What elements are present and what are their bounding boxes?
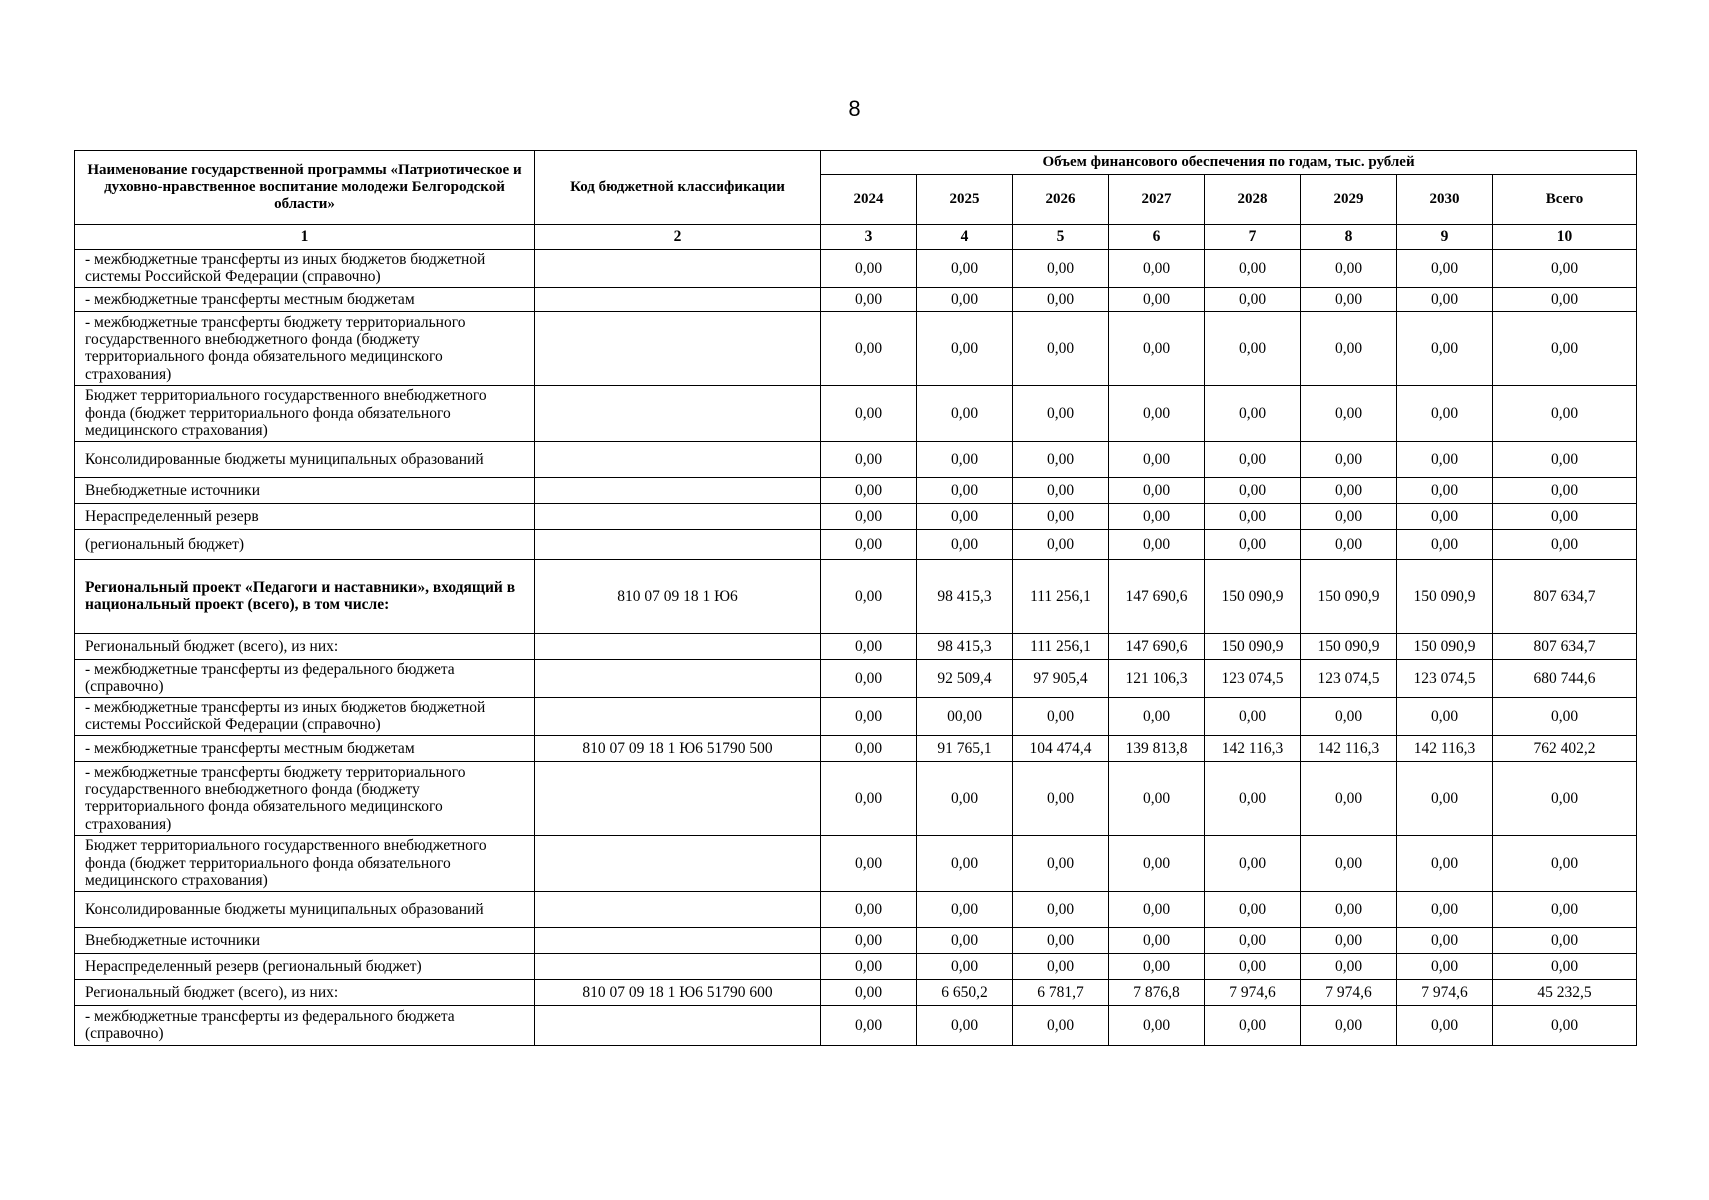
row-total-value: 0,00 <box>1493 529 1637 559</box>
row-year-value: 0,00 <box>1301 761 1397 835</box>
row-name: - межбюджетные трансферты местным бюджетам <box>75 287 535 311</box>
row-name: Региональный проект «Педагоги и наставники», входящий в национальный проект (всего), в том числе: <box>75 559 535 633</box>
row-year-value: 0,00 <box>821 441 917 477</box>
row-year-value: 0,00 <box>821 503 917 529</box>
row-year-value: 0,00 <box>1013 1005 1109 1045</box>
row-year-value: 7 974,6 <box>1301 979 1397 1005</box>
row-year-value: 0,00 <box>821 953 917 979</box>
table-row <box>75 385 1637 441</box>
row-year-value: 0,00 <box>1301 697 1397 735</box>
row-year-value: 0,00 <box>1205 311 1301 385</box>
column-number: 4 <box>917 225 1013 250</box>
row-year-value: 0,00 <box>1301 835 1397 891</box>
row-year-value: 7 974,6 <box>1205 979 1301 1005</box>
row-year-value: 0,00 <box>1397 385 1493 441</box>
row-year-value: 0,00 <box>1301 927 1397 953</box>
row-code <box>535 503 821 529</box>
row-year-value: 0,00 <box>1205 835 1301 891</box>
year-header: 2026 <box>1013 175 1109 225</box>
table-body <box>75 250 1637 1046</box>
row-year-value: 6 781,7 <box>1013 979 1109 1005</box>
row-year-value: 0,00 <box>1013 697 1109 735</box>
row-year-value: 0,00 <box>1301 385 1397 441</box>
column-number: 9 <box>1397 225 1493 250</box>
row-code: 810 07 09 18 1 Ю6 51790 600 <box>535 979 821 1005</box>
row-year-value: 150 090,9 <box>1397 633 1493 659</box>
code-header: Код бюджетной классификации <box>535 151 821 225</box>
row-year-value: 0,00 <box>821 477 917 503</box>
row-year-value: 142 116,3 <box>1301 735 1397 761</box>
row-total-value: 0,00 <box>1493 287 1637 311</box>
table-row <box>75 559 1637 633</box>
row-year-value: 92 509,4 <box>917 659 1013 697</box>
row-year-value: 0,00 <box>1109 953 1205 979</box>
row-year-value: 0,00 <box>917 761 1013 835</box>
row-year-value: 0,00 <box>1205 477 1301 503</box>
row-year-value: 0,00 <box>821 761 917 835</box>
row-year-value: 0,00 <box>917 953 1013 979</box>
year-header: 2024 <box>821 175 917 225</box>
row-year-value: 0,00 <box>917 287 1013 311</box>
row-total-value: 0,00 <box>1493 697 1637 735</box>
row-code <box>535 529 821 559</box>
row-year-value: 0,00 <box>821 250 917 288</box>
row-year-value: 0,00 <box>1205 250 1301 288</box>
row-year-value: 0,00 <box>1301 250 1397 288</box>
row-year-value: 0,00 <box>1013 835 1109 891</box>
financing-table <box>74 150 1637 1046</box>
row-year-value: 0,00 <box>1397 835 1493 891</box>
row-year-value: 0,00 <box>1205 441 1301 477</box>
row-total-value: 0,00 <box>1493 441 1637 477</box>
row-year-value: 0,00 <box>1013 311 1109 385</box>
column-number: 10 <box>1493 225 1637 250</box>
row-year-value: 0,00 <box>917 503 1013 529</box>
row-year-value: 0,00 <box>821 891 917 927</box>
row-code <box>535 441 821 477</box>
year-header: 2030 <box>1397 175 1493 225</box>
row-total-value: 807 634,7 <box>1493 633 1637 659</box>
row-year-value: 150 090,9 <box>1205 633 1301 659</box>
row-year-value: 0,00 <box>1013 891 1109 927</box>
row-year-value: 0,00 <box>1013 503 1109 529</box>
row-year-value: 0,00 <box>1013 761 1109 835</box>
row-year-value: 139 813,8 <box>1109 735 1205 761</box>
table-row <box>75 735 1637 761</box>
row-year-value: 0,00 <box>1013 529 1109 559</box>
row-year-value: 7 974,6 <box>1397 979 1493 1005</box>
row-year-value: 91 765,1 <box>917 735 1013 761</box>
row-year-value: 0,00 <box>1301 503 1397 529</box>
row-year-value: 0,00 <box>1301 953 1397 979</box>
row-name: (региональный бюджет) <box>75 529 535 559</box>
row-year-value: 0,00 <box>1397 927 1493 953</box>
row-year-value: 0,00 <box>917 385 1013 441</box>
table-row <box>75 633 1637 659</box>
row-year-value: 0,00 <box>1205 953 1301 979</box>
volume-header: Объем финансового обеспечения по годам, тыс. рублей <box>821 151 1637 175</box>
row-year-value: 123 074,5 <box>1205 659 1301 697</box>
row-year-value: 0,00 <box>917 311 1013 385</box>
row-total-value: 0,00 <box>1493 250 1637 288</box>
row-name: - межбюджетные трансферты из федерального бюджета (справочно) <box>75 659 535 697</box>
row-year-value: 0,00 <box>1013 441 1109 477</box>
row-name: Региональный бюджет (всего), из них: <box>75 633 535 659</box>
row-year-value: 0,00 <box>821 529 917 559</box>
row-year-value: 0,00 <box>1205 761 1301 835</box>
row-total-value: 0,00 <box>1493 891 1637 927</box>
row-year-value: 142 116,3 <box>1205 735 1301 761</box>
row-year-value: 0,00 <box>1205 385 1301 441</box>
row-name: Нераспределенный резерв <box>75 503 535 529</box>
column-number: 2 <box>535 225 821 250</box>
row-year-value: 0,00 <box>1013 927 1109 953</box>
table-row <box>75 835 1637 891</box>
row-year-value: 111 256,1 <box>1013 633 1109 659</box>
row-total-value: 680 744,6 <box>1493 659 1637 697</box>
row-year-value: 7 876,8 <box>1109 979 1205 1005</box>
row-year-value: 97 905,4 <box>1013 659 1109 697</box>
row-year-value: 0,00 <box>1109 477 1205 503</box>
row-year-value: 104 474,4 <box>1013 735 1109 761</box>
row-year-value: 0,00 <box>1109 927 1205 953</box>
row-year-value: 0,00 <box>1109 385 1205 441</box>
year-header: 2029 <box>1301 175 1397 225</box>
row-code <box>535 659 821 697</box>
row-year-value: 0,00 <box>1109 503 1205 529</box>
row-year-value: 0,00 <box>1301 311 1397 385</box>
row-total-value: 0,00 <box>1493 835 1637 891</box>
row-year-value: 0,00 <box>1397 441 1493 477</box>
row-name: - межбюджетные трансферты местным бюджетам <box>75 735 535 761</box>
row-year-value: 0,00 <box>1109 287 1205 311</box>
row-year-value: 0,00 <box>821 735 917 761</box>
row-year-value: 0,00 <box>821 633 917 659</box>
row-total-value: 0,00 <box>1493 311 1637 385</box>
row-total-value: 0,00 <box>1493 477 1637 503</box>
table-row <box>75 441 1637 477</box>
row-year-value: 142 116,3 <box>1397 735 1493 761</box>
row-name: Региональный бюджет (всего), из них: <box>75 979 535 1005</box>
table-row <box>75 287 1637 311</box>
row-year-value: 0,00 <box>1205 529 1301 559</box>
row-year-value: 00,00 <box>917 697 1013 735</box>
row-year-value: 0,00 <box>1205 503 1301 529</box>
row-year-value: 0,00 <box>1109 529 1205 559</box>
row-year-value: 0,00 <box>1205 697 1301 735</box>
row-year-value: 0,00 <box>1013 477 1109 503</box>
row-year-value: 0,00 <box>1109 835 1205 891</box>
row-code <box>535 761 821 835</box>
column-number: 5 <box>1013 225 1109 250</box>
row-name: Консолидированные бюджеты муниципальных образований <box>75 891 535 927</box>
row-year-value: 0,00 <box>821 311 917 385</box>
row-name: Внебюджетные источники <box>75 927 535 953</box>
year-header: 2028 <box>1205 175 1301 225</box>
row-year-value: 0,00 <box>917 835 1013 891</box>
row-code <box>535 477 821 503</box>
row-code <box>535 385 821 441</box>
row-year-value: 0,00 <box>1109 311 1205 385</box>
row-year-value: 98 415,3 <box>917 559 1013 633</box>
row-year-value: 0,00 <box>917 250 1013 288</box>
row-year-value: 98 415,3 <box>917 633 1013 659</box>
row-total-value: 45 232,5 <box>1493 979 1637 1005</box>
program-name-header: Наименование государственной программы «Патриотическое и духовно-нравственное воспитание молодежи Белгородской области» <box>75 151 535 225</box>
row-code <box>535 835 821 891</box>
row-year-value: 0,00 <box>821 385 917 441</box>
column-number: 3 <box>821 225 917 250</box>
table-row <box>75 529 1637 559</box>
row-year-value: 121 106,3 <box>1109 659 1205 697</box>
column-number: 8 <box>1301 225 1397 250</box>
table-row <box>75 979 1637 1005</box>
row-year-value: 0,00 <box>1301 529 1397 559</box>
row-year-value: 0,00 <box>1397 761 1493 835</box>
row-year-value: 0,00 <box>821 979 917 1005</box>
row-year-value: 0,00 <box>821 559 917 633</box>
row-code <box>535 311 821 385</box>
table-header <box>75 151 1637 250</box>
row-year-value: 0,00 <box>917 441 1013 477</box>
row-year-value: 150 090,9 <box>1205 559 1301 633</box>
row-name: Бюджет территориального государственного внебюджетного фонда (бюджет территориального фонда обязательного медицинского страхования) <box>75 835 535 891</box>
row-year-value: 0,00 <box>1301 1005 1397 1045</box>
table-row <box>75 659 1637 697</box>
row-total-value: 0,00 <box>1493 503 1637 529</box>
row-total-value: 0,00 <box>1493 385 1637 441</box>
row-year-value: 0,00 <box>821 927 917 953</box>
row-year-value: 0,00 <box>917 927 1013 953</box>
row-total-value: 807 634,7 <box>1493 559 1637 633</box>
total-header: Всего <box>1493 175 1637 225</box>
column-number: 6 <box>1109 225 1205 250</box>
row-code <box>535 633 821 659</box>
row-code <box>535 250 821 288</box>
row-year-value: 0,00 <box>1109 250 1205 288</box>
row-code <box>535 287 821 311</box>
row-year-value: 0,00 <box>1301 287 1397 311</box>
row-year-value: 147 690,6 <box>1109 633 1205 659</box>
row-total-value: 0,00 <box>1493 1005 1637 1045</box>
row-total-value: 0,00 <box>1493 761 1637 835</box>
row-year-value: 111 256,1 <box>1013 559 1109 633</box>
row-year-value: 0,00 <box>917 529 1013 559</box>
row-year-value: 0,00 <box>1013 953 1109 979</box>
table-row <box>75 761 1637 835</box>
row-year-value: 0,00 <box>1013 287 1109 311</box>
row-year-value: 123 074,5 <box>1301 659 1397 697</box>
row-name: - межбюджетные трансферты бюджету территориального государственного внебюджетного фонда (бюджету территориального фонда обязательного медицинского страхования) <box>75 761 535 835</box>
row-year-value: 0,00 <box>1397 891 1493 927</box>
row-year-value: 0,00 <box>1205 927 1301 953</box>
row-year-value: 147 690,6 <box>1109 559 1205 633</box>
table-row <box>75 953 1637 979</box>
table-row <box>75 250 1637 288</box>
row-year-value: 0,00 <box>1205 891 1301 927</box>
row-year-value: 0,00 <box>1397 503 1493 529</box>
row-code <box>535 1005 821 1045</box>
table-row <box>75 891 1637 927</box>
row-total-value: 0,00 <box>1493 953 1637 979</box>
year-header: 2027 <box>1109 175 1205 225</box>
row-year-value: 0,00 <box>1301 891 1397 927</box>
row-year-value: 0,00 <box>1397 311 1493 385</box>
row-year-value: 6 650,2 <box>917 979 1013 1005</box>
row-name: Консолидированные бюджеты муниципальных образований <box>75 441 535 477</box>
row-year-value: 123 074,5 <box>1397 659 1493 697</box>
row-name: - межбюджетные трансферты бюджету территориального государственного внебюджетного фонда (бюджету территориального фонда обязательного медицинского страхования) <box>75 311 535 385</box>
row-year-value: 0,00 <box>1397 250 1493 288</box>
table-row <box>75 311 1637 385</box>
row-year-value: 0,00 <box>1205 287 1301 311</box>
row-year-value: 0,00 <box>1109 441 1205 477</box>
row-name: - межбюджетные трансферты из иных бюджетов бюджетной системы Российской Федерации (справочно) <box>75 697 535 735</box>
row-code: 810 07 09 18 1 Ю6 51790 500 <box>535 735 821 761</box>
row-code <box>535 927 821 953</box>
table-row <box>75 697 1637 735</box>
row-name: Бюджет территориального государственного внебюджетного фонда (бюджет территориального фонда обязательного медицинского страхования) <box>75 385 535 441</box>
column-number-row <box>75 225 1637 250</box>
row-year-value: 0,00 <box>1301 477 1397 503</box>
row-year-value: 0,00 <box>917 1005 1013 1045</box>
row-year-value: 0,00 <box>917 477 1013 503</box>
row-year-value: 0,00 <box>1013 250 1109 288</box>
row-code <box>535 953 821 979</box>
row-year-value: 0,00 <box>821 659 917 697</box>
year-header: 2025 <box>917 175 1013 225</box>
row-year-value: 0,00 <box>917 891 1013 927</box>
row-year-value: 0,00 <box>1205 1005 1301 1045</box>
row-year-value: 0,00 <box>1397 529 1493 559</box>
column-number: 7 <box>1205 225 1301 250</box>
row-year-value: 0,00 <box>1109 1005 1205 1045</box>
row-year-value: 150 090,9 <box>1301 633 1397 659</box>
row-year-value: 0,00 <box>1301 441 1397 477</box>
row-name: Нераспределенный резерв (региональный бюджет) <box>75 953 535 979</box>
row-name: - межбюджетные трансферты из иных бюджетов бюджетной системы Российской Федерации (справочно) <box>75 250 535 288</box>
row-total-value: 0,00 <box>1493 927 1637 953</box>
row-year-value: 0,00 <box>821 287 917 311</box>
row-year-value: 0,00 <box>1397 287 1493 311</box>
row-year-value: 0,00 <box>1109 891 1205 927</box>
row-year-value: 0,00 <box>1013 385 1109 441</box>
column-number: 1 <box>75 225 535 250</box>
row-year-value: 0,00 <box>1397 1005 1493 1045</box>
row-name: Внебюджетные источники <box>75 477 535 503</box>
row-year-value: 150 090,9 <box>1397 559 1493 633</box>
page-number: 8 <box>848 96 861 121</box>
row-year-value: 0,00 <box>1397 477 1493 503</box>
row-year-value: 0,00 <box>1397 953 1493 979</box>
row-code: 810 07 09 18 1 Ю6 <box>535 559 821 633</box>
row-total-value: 762 402,2 <box>1493 735 1637 761</box>
table-row <box>75 927 1637 953</box>
row-year-value: 0,00 <box>821 1005 917 1045</box>
row-year-value: 0,00 <box>1397 697 1493 735</box>
row-year-value: 150 090,9 <box>1301 559 1397 633</box>
row-year-value: 0,00 <box>1109 697 1205 735</box>
table-row <box>75 477 1637 503</box>
row-year-value: 0,00 <box>1109 761 1205 835</box>
row-code <box>535 891 821 927</box>
row-year-value: 0,00 <box>821 697 917 735</box>
table-row <box>75 1005 1637 1045</box>
row-code <box>535 697 821 735</box>
table-row <box>75 503 1637 529</box>
row-year-value: 0,00 <box>821 835 917 891</box>
row-name: - межбюджетные трансферты из федерального бюджета (справочно) <box>75 1005 535 1045</box>
